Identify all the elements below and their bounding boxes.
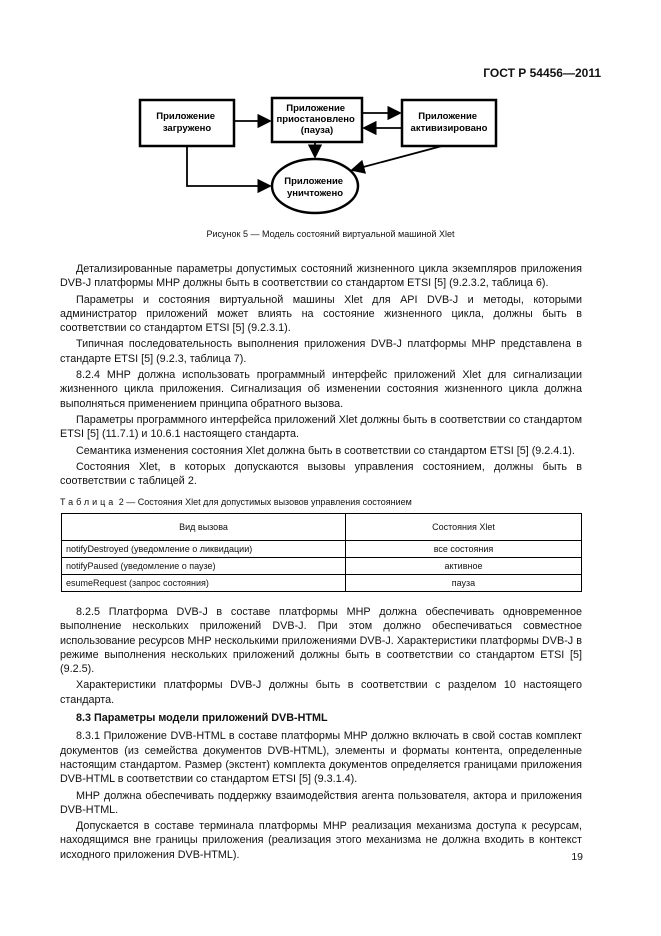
arrow-loaded-to-destroyed [187, 146, 270, 186]
svg-text:Приложение уничтожено [284, 176, 345, 199]
table-cell: notifyDestroyed (уведомление о ликвидации) [62, 541, 346, 558]
table-row [62, 575, 582, 592]
table-cell: пауза [346, 575, 582, 592]
document-header: ГОСТ Р 54456—2011 [483, 66, 601, 80]
table-caption-text: 2 — Состояния Xlet для допустимых вызовов управления состоянием [116, 497, 412, 507]
page-number: 19 [571, 851, 583, 863]
paragraph: Семантика изменения состояния Xlet должна быть в соответствии со стандартом ETSI [5] (9.2.4.1). [76, 444, 575, 457]
paragraph: Типичная последовательность выполнения приложения DVB-J платформы МНР представлена в стандарте ETSI [5] (9.2.3, таблица 7). [60, 338, 582, 365]
active-label-2: активизировано [410, 123, 488, 134]
paragraph: 8.2.4 МНР должна использовать программный интерфейс приложений Xlet для сигнализации жизненного цикла приложения. Сигнализация об изменении состояния жизненного цикла должна выполняться применением принципа обратного вызова. [60, 369, 582, 410]
state-diagram [0, 0, 661, 240]
arrow-active-to-destroyed [352, 146, 442, 170]
paragraph: Параметры программного интерфейса приложений Xlet должны быть в соответствии со стандартом ETSI [5] (11.7.1) и 10.6.1 настоящего стандарта. [60, 413, 582, 441]
loaded-label-2: загружено [162, 123, 212, 134]
table-header-row [62, 514, 582, 541]
body-text-1 [60, 262, 582, 490]
xlet-states-table [61, 513, 582, 592]
paragraph: 8.2.5 Платформа DVB-J в составе платформы МНР должна обеспечивать одновременное выполнение нескольких приложений DVB-J. При этом должно обеспечиваться совместное использование ресурсов МНР несколькими приложениями DVB-J. Характеристики платформы DVB-J в режиме выполнения нескольких приложений должны быть в соответствии со стандартом ETSI [5] (9.2.5). [60, 606, 582, 676]
figure-caption: Рисунок 5 — Модель состояний виртуальной машиной Xlet [206, 229, 455, 239]
paragraph: Характеристики платформы DVB-J должны быть в соответствии с разделом 10 настоящего стандарта. [60, 679, 582, 706]
section-heading: 8.3 Параметры модели приложений DVB-HTML [76, 712, 328, 725]
table-row [62, 558, 582, 575]
paused-label-1: Приложение [286, 103, 346, 114]
table-header-cell: Состояния Xlet [346, 514, 582, 541]
paragraph: Параметры и состояния виртуальной машины Xlet для API DVB-J и методы, которыми администратор приложений может влиять на состояние жизненного цикла, должны быть в соответствии со стандартом ETSI [5] (9.2.3.1). [60, 293, 582, 335]
paragraph: Состояния Xlet, в которых допускаются вызовы управления состоянием, должны быть в соответствии с таблицей 2. [60, 460, 582, 488]
table-caption [60, 497, 412, 507]
destroyed-label-1: Приложение [284, 176, 344, 187]
table-cell: esumeRequest (запрос состояния) [62, 575, 346, 592]
body-text-2 [60, 605, 582, 864]
table-cell: notifyPaused (уведомление о паузе) [62, 558, 346, 575]
table-caption-label: Таблица [60, 497, 117, 507]
table-header-cell: Вид вызова [62, 514, 346, 541]
table-row [62, 541, 582, 558]
paragraph: Допускается в составе терминала платформы МНР реализация механизма доступа к ресурсам, находящимся вне границы приложения (реализация этого механизма не должна входить в контекст исходного приложения DVB-HTML). [60, 820, 582, 861]
svg-text:Приложение активизировано [411, 111, 488, 134]
active-label-1: Приложение [418, 111, 478, 122]
paragraph: МНР должна обеспечивать поддержку взаимодействия агента пользователя, актора и приложения DVB-HTML. [60, 789, 582, 816]
table-cell: все состояния [346, 541, 582, 558]
paragraph: 8.3.1 Приложение DVB-HTML в составе платформы МНР должно включать в свой состав комплект документов (из семейства документов DVB-HTML), элементы и форматы контента, определенные настоящим стандартом. Размер (экстент) комплекта документов определяется границами приложения DVB-HTML в соответствии со стандартом ETSI [5] (9.3.1.4). [60, 730, 582, 786]
svg-text:Приложение загружено [156, 111, 217, 134]
destroyed-label-2: уничтожено [286, 188, 344, 199]
paragraph: Детализированные параметры допустимых состояний жизненного цикла экземпляров приложения DVB-J платформы МНР должны быть в соответствии со стандартом ETSI [5] (9.2.3.2, таблица 6). [60, 263, 582, 290]
paused-label-3: (пауза) [300, 125, 334, 136]
loaded-label-1: Приложение [156, 111, 216, 122]
table-cell: активное [346, 558, 582, 575]
paused-label-2: приостановлено [276, 114, 355, 125]
